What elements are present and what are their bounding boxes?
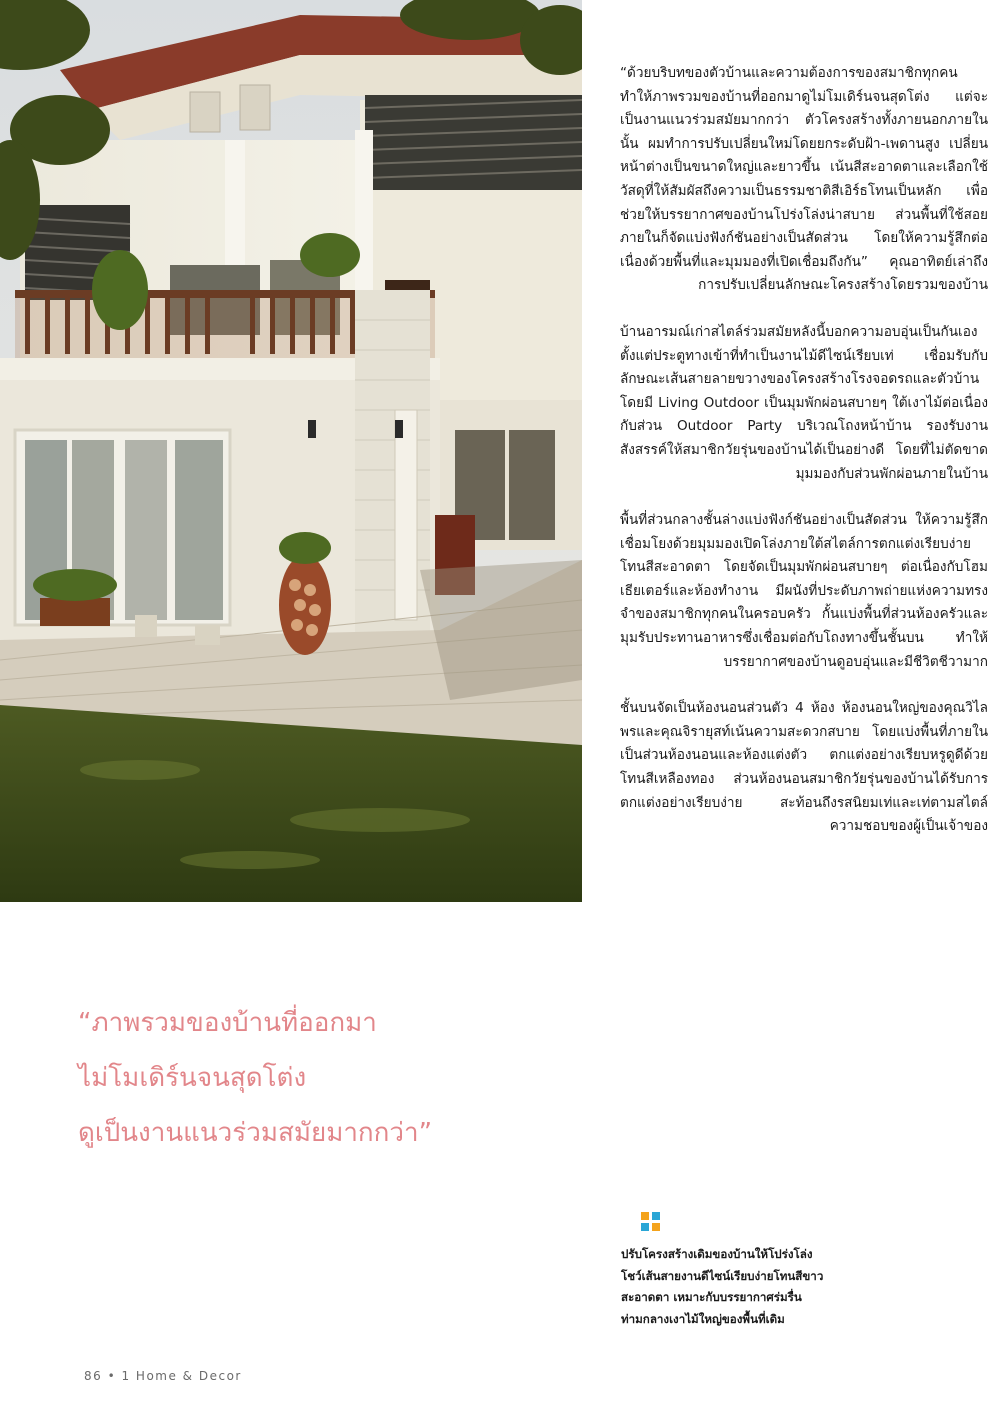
house-illustration bbox=[0, 0, 582, 902]
body-paragraph: “ด้วยบริบทของตัวบ้านและความต้องการของสมาชิกทุกคน ทำให้ภาพรวมของบ้านที่ออกมาดูไม่โมเดิร์นจนสุดโต่ง แต่จะเป็นงานแนวร่วมสมัยมากกว่า ตัวโครงสร้างทั้งภายนอกภายในนั้น ผมทำการปรับเปลี่ยนใหม่โดยยกระดับฝ้า-เพดานสูง เปลี่ยนหน้าต่างเป็นขนาดใหญ่และยาวขึ้น เน้นสีสะอาดตาและเลือกใช้วัสดุที่ให้สัมผัสถึงความเป็นธรรมชาติสีเอิร์ธโทนเป็นหลัก เพื่อช่วยให้บรรยากาศของบ้านโปร่งโล่งน่าสบาย ส่วนพื้นที่ใช้สอยภายในก็จัดแบ่งฟังก์ชันอย่างเป็นสัดส่วน โดยให้ความรู้สึกต่อเนื่องด้วยพื้นที่และมุมมองที่เปิดเชื่อมถึงกัน” คุณอาทิตย์เล่าถึงการปรับเปลี่ยนลักษณะโครงสร้างโดยรวมของบ้าน bbox=[620, 65, 988, 294]
pull-quote-line: ดูเป็นงานแนวร่วมสมัยมากกว่า” bbox=[78, 1118, 433, 1148]
pull-quote-line: ไม่โมเดิร์นจนสุดโต่ง bbox=[78, 1063, 307, 1093]
photo-caption bbox=[621, 1244, 871, 1330]
page-folio: 86 • 1 Home & Decor bbox=[84, 1369, 242, 1383]
body-paragraph: ชั้นบนจัดเป็นห้องนอนส่วนตัว 4 ห้อง ห้องนอนใหญ่ของคุณวิไลพรและคุณจิรายุสท์เน้นความสะดวกสบาย โดยแบ่งพื้นที่ภายในเป็นส่วนห้องนอนและห้องแต่งตัว ตกแต่งอย่างเรียบหรูดูดีด้วยโทนสีเหลืองทอง ส่วนห้องนอนสมาชิกวัยรุ่นของบ้านได้รับการตกแต่งอย่างเรียบง่าย สะท้อนถึงรสนิยมเท่และเท่ตามสไตล์ความชอบของผู้เป็นเจ้าของ bbox=[620, 700, 988, 835]
pull-quote-line: “ภาพรวมของบ้านที่ออกมา bbox=[78, 1008, 377, 1038]
caption-line: สะอาดตา เหมาะกับบรรยากาศร่มรื่น bbox=[621, 1290, 802, 1304]
square-icon bbox=[652, 1223, 660, 1231]
body-paragraph: พื้นที่ส่วนกลางชั้นล่างแบ่งฟังก์ชันอย่างเป็นสัดส่วน ให้ความรู้สึกเชื่อมโยงด้วยมุมมองเปิดโล่งภายใต้สไตล์การตกแต่งเรียบง่ายโทนสีสะอาดตา โดยจัดเป็นมุมพักผ่อนสบายๆ ต่อเนื่องกับโฮมเธียเตอร์และห้องทำงาน มีผนังที่ประดับภาพถ่ายแห่งความทรงจำของสมาชิกทุกคนในครอบครัว กั้นแบ่งพื้นที่ส่วนห้องครัวและมุมรับประทานอาหารซึ่งเชื่อมต่อกับโถงทางขึ้นชั้นบน ทำให้บรรยากาศของบ้านดูอบอุ่นและมีชีวิตชีวามาก bbox=[620, 512, 988, 670]
pull-quote bbox=[78, 996, 538, 1161]
caption-line: ท่ามกลางเงาไม้ใหญ่ของพื้นที่เดิม bbox=[621, 1311, 785, 1326]
square-icon bbox=[652, 1212, 660, 1220]
caption-line: ปรับโครงสร้างเดิมของบ้านให้โปร่งโล่ง bbox=[621, 1247, 813, 1261]
square-icon bbox=[641, 1223, 649, 1231]
house-photo bbox=[0, 0, 582, 902]
four-squares-icon bbox=[641, 1212, 661, 1232]
square-icon bbox=[641, 1212, 649, 1220]
body-paragraph: บ้านอารมณ์เก่าสไตล์ร่วมสมัยหลังนี้บอกความอบอุ่นเป็นกันเองตั้งแต่ประตูทางเข้าที่ทำเป็นงานไม้ดีไซน์เรียบเท่ เชื่อมรับกับลักษณะเส้นสายลายขวางของโครงสร้างโรงจอดรถและตัวบ้าน โดยมี Living Outdoor เป็นมุมพักผ่อนสบายๆ ใต้เงาไม้ต่อเนื่องกับส่วน Outdoor Party บริเวณโถงหน้าบ้าน รองรับงานสังสรรค์ให้สมาชิกวัยรุ่นของบ้านได้เป็นอย่างดี โดยที่ไม่ตัดขาดมุมมองกับส่วนพักผ่อนภายในบ้าน bbox=[620, 323, 988, 482]
article-body bbox=[620, 62, 988, 862]
caption-line: โชว์เส้นสายงานดีไซน์เรียบง่ายโทนสีขาว bbox=[621, 1268, 824, 1283]
